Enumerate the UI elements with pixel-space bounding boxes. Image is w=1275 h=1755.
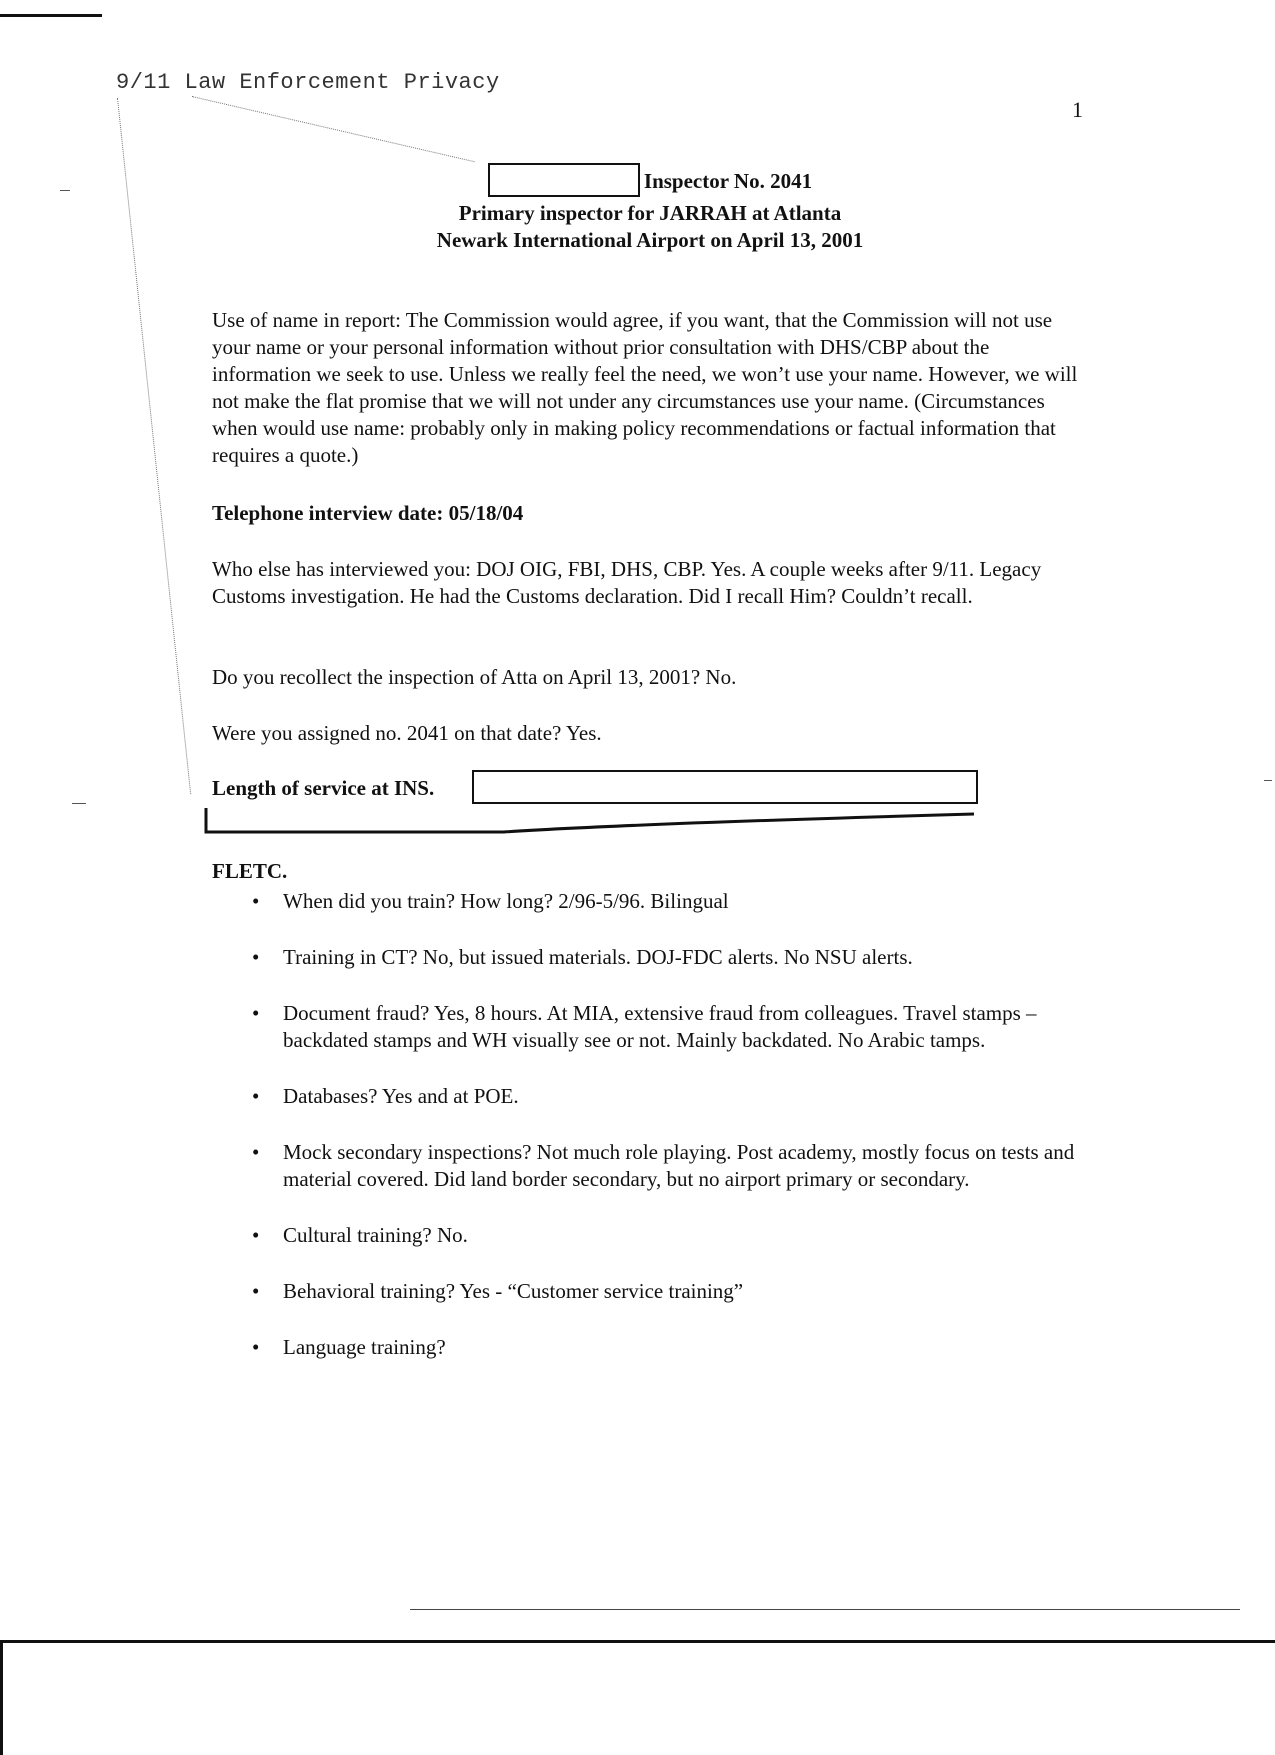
redaction-box-service (472, 770, 978, 804)
who-else-paragraph: Who else has interviewed you: DOJ OIG, FBI, DHS, CBP. Yes. A couple weeks after 9/11. Legacy Customs investigation. He had the Customs declaration. Did I recall Him? Couldn’t recall. (212, 557, 1042, 608)
margin-mark (1264, 780, 1272, 781)
redaction-box-service-lower (204, 800, 984, 836)
bullet-icon: • (252, 889, 260, 913)
bullet-icon: • (252, 1001, 260, 1025)
fletc-bullet-list (212, 888, 1092, 1390)
bullet-icon: • (252, 945, 260, 969)
assigned-question: Were you assigned no. 2041 on that date? Yes. (212, 721, 602, 745)
page-number: 1 (1072, 97, 1083, 122)
scan-bottom-edge (0, 1640, 1275, 1643)
list-item: • Cultural training? No. (252, 1223, 468, 1247)
list-item: • Language training? (252, 1335, 446, 1359)
fletc-heading: FLETC. (212, 859, 288, 883)
scan-top-mark (0, 14, 102, 17)
redaction-box-name (488, 163, 640, 197)
bullet-icon: • (252, 1223, 260, 1247)
title-line-1 (300, 166, 1000, 200)
title-line-3: Newark International Airport on April 13, 2001 (436, 228, 864, 252)
list-item: • Databases? Yes and at POE. (252, 1084, 519, 1108)
inspector-number: Inspector No. 2041 (643, 168, 813, 193)
margin-mark (60, 190, 70, 191)
title-line-2: Primary inspector for JARRAH at Atlanta (458, 201, 842, 225)
margin-mark (72, 803, 86, 804)
list-item: • Behavioral training? Yes - “Customer service training” (252, 1279, 744, 1303)
interview-date: Telephone interview date: 05/18/04 (212, 501, 524, 525)
scan-left-edge (0, 1640, 3, 1755)
bullet-icon: • (252, 1279, 260, 1303)
bullet-icon: • (252, 1084, 260, 1108)
use-of-name-paragraph: Use of name in report: The Commission would agree, if you want, that the Commission will not use your name or your personal information without prior consultation with DHS/CBP about the information we seek to use. Unless we really feel the need, we won’t use your name. However, we will not make the flat promise that we will not under any circumstances use your name. (Circumstances when would use name: probably only in making policy recommendations or factual information that requires a quote.) (212, 308, 1078, 467)
list-item: • Mock secondary inspections? Not much role playing. Post academy, mostly focus on tests and material covered. Did land border secondary, but no airport primary or secondary. (252, 1140, 1075, 1191)
stamp-margin-line (117, 98, 191, 794)
recollect-question: Do you recollect the inspection of Atta on April 13, 2001? No. (212, 665, 737, 689)
privacy-stamp: 9/11 Law Enforcement Privacy (116, 70, 500, 95)
list-item: • When did you train? How long? 2/96-5/96. Bilingual (252, 889, 729, 913)
length-of-service-label: Length of service at INS. (212, 776, 435, 800)
bullet-icon: • (252, 1335, 260, 1359)
stamp-leader-line (192, 96, 475, 162)
document-title (300, 166, 1000, 254)
footer-rule (410, 1609, 1240, 1610)
list-item: • Document fraud? Yes, 8 hours. At MIA, extensive fraud from colleagues. Travel stamps – backdated stamps and WH visually see or not. Mainly backdated. No Arabic tamps. (252, 1001, 1037, 1052)
bullet-icon: • (252, 1140, 260, 1164)
list-item: • Training in CT? No, but issued materials. DOJ-FDC alerts. No NSU alerts. (252, 945, 913, 969)
